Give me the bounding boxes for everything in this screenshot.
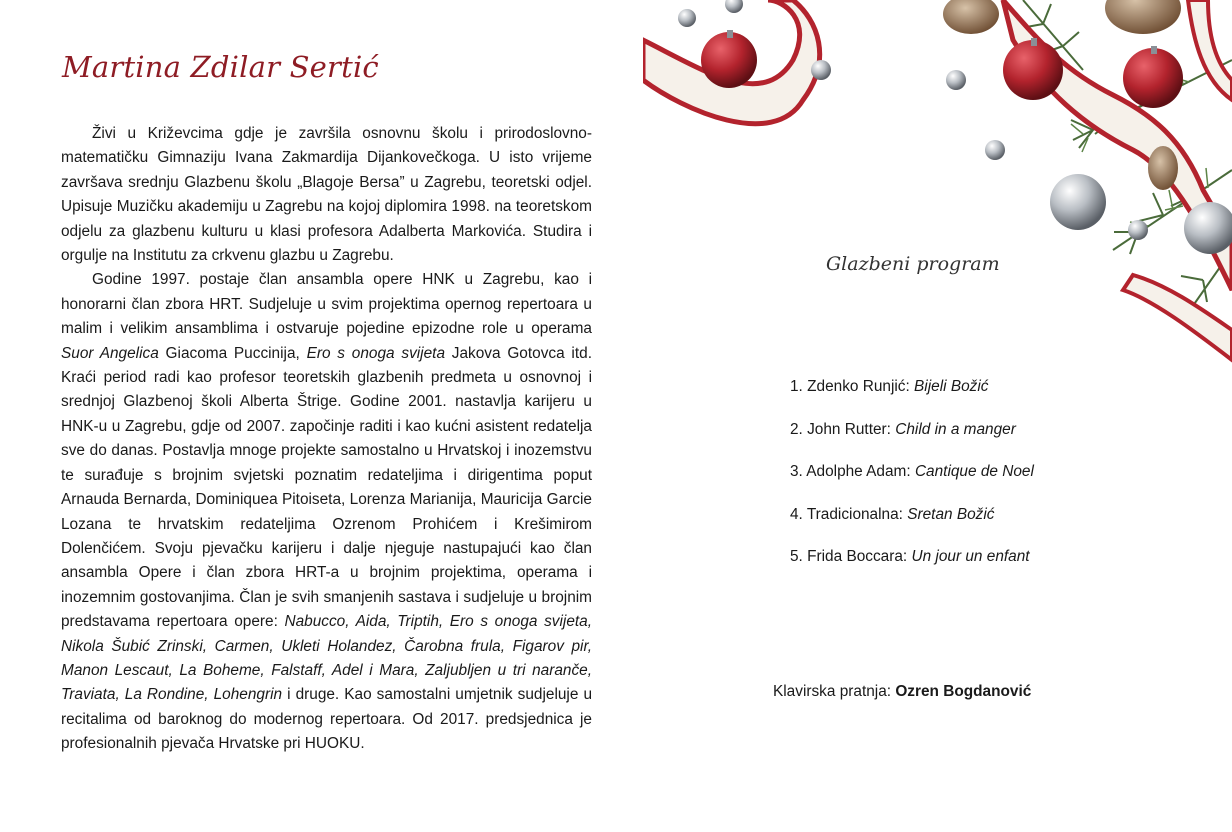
ribbon [1123,275,1232,360]
bio-body [61,122,592,757]
opera-title: Ero s onoga svijeta [306,344,445,362]
program-item [790,461,1034,504]
program-item-work: Bijeli Božić [914,378,989,395]
program-list [790,376,1034,589]
repertoire-list: Nabucco, Aida, Triptih, Ero s onoga svijeta, Nikola Šubić Zrinski, Carmen, Ukleti Holandez, Čarobna frula, Figarov pir, Manon Lescaut, La Boheme, Falstaff, Adel i Mara, Zaljubljen u tri naranče, Traviata, La Rondine, Lohengrin [61,613,593,704]
program-item-composer: 2. John Rutter: [790,420,896,438]
piano-accompaniment [773,683,1031,701]
ribbon [1188,0,1232,100]
right-page [643,0,1232,832]
program-item [790,504,1034,547]
program-item-composer: 5. Frida Boccara: [790,548,912,565]
bio-paragraph-2 [61,268,592,756]
bio-text: Giacoma Puccinija, [158,344,307,362]
bio-paragraph-1: Živi u Križevcima gdje je završila osnovnu školu i prirodoslovno-matematičku Gimnaziju Ivana Zakmardija Dijankovečkoga. U isto vrijeme završava srednju Glazbenu školu „Blagoje Bersa” u Zagrebu, teoretski odjel. Upisuje Muzičku akademiju u Zagrebu na kojoj diplomira 1998. na teoretskom odjelu za glazbenu kulturu u klasi profesora Adalberta Markovića. Studira i orgulje na Institutu za crkvenu glazbu u Zagrebu. [61,125,592,265]
bio-text: Godine 1997. postaje član ansambla opere HNK u Zagrebu, kao i honorarni član zbora HRT. Sudjeluje u svim projektima opernog repertoara u malim i velikim ansamblima i ostvaruje pojedine epizodne role u operama [61,271,592,338]
opera-title: Suor Angelica [61,344,159,362]
accompaniment-label: Klavirska pratnja: [773,683,896,700]
christmas-decoration-image [643,0,1232,370]
accompaniment-name: Ozren Bogdanović [895,683,1032,700]
bio-text: i druge. Kao samostalni umjetnik sudjeluje u recitalima od baroknog do modernog repertoara. Od 2017. predsjednica je profesionalnih pjevača Hrvatske pri HUOKU. [61,686,593,753]
program-item [790,546,1034,589]
program-item-work: Un jour un enfant [911,548,1030,565]
program-item [790,419,1034,462]
bio-title: Martina Zdilar Sertić [62,50,379,84]
program-item-composer: 3. Adolphe Adam: [790,463,915,480]
bio-text: Jakova Gotovca itd. Kraći period radi kao profesor teoretskih glazbenih predmeta u osnovnoj i srednjoj Glazbenoj školi Alberta Štrige. Godine 2001. nastavlja karijeru u HNK-u u Zagrebu, gdje od 2007. započinje raditi i kao kućni asistent redatelja sve do danas. Postavlja mnoge projekte samostalno u Hrvatskoj i inozemstvu te surađuje s brojnim svjetski poznatim redateljima i dirigentima poput Arnauda Bernarda, Dominiquea Pitoiseta, Lorenza Marianija, Mauricija Garcie Lozana te hrvatskim redateljima Ozrenom Prohićem i Krešimirom Dolenčićem. Svoju pjevačku karijeru i dalje njeguje nastupajući kao član ansambla Opere i član zbora HRT-a u brojnim projektima, operama i inozemnim gostovanjima. Član je svih smanjenih sastava i sudjeluje u brojnim predstavama repertoara opere: [61,344,592,631]
program-title: Glazbeni program [826,253,1000,275]
program-item-work: Child in a manger [895,420,1016,438]
program-item-work: Cantique de Noel [914,463,1034,480]
program-item [790,376,1034,419]
program-item-composer: 4. Tradicionalna: [790,505,908,523]
program-item-composer: 1. Zdenko Runjić: [790,378,915,395]
program-item-work: Sretan Božić [907,505,995,523]
